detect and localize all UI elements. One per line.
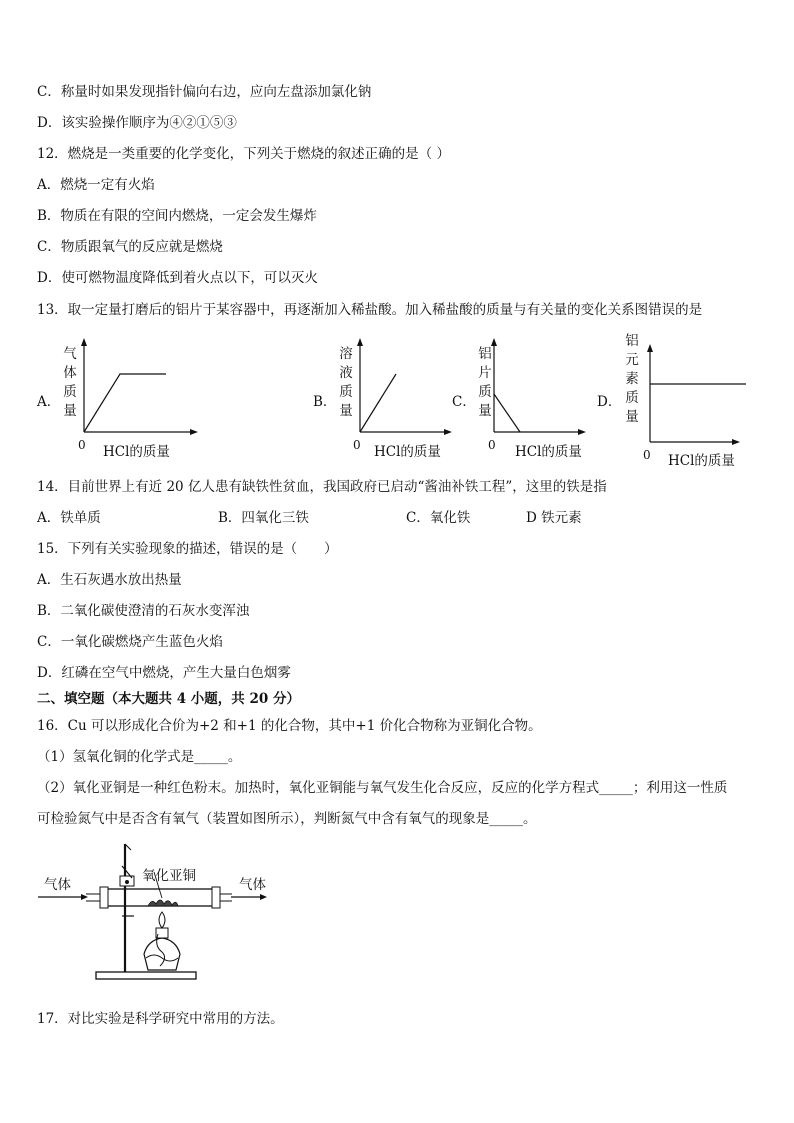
graph-d-y-arrow <box>647 344 653 352</box>
q16-stem: 16．Cu 可以形成化合价为+2 和+1 的化合物，其中+1 价化合物称为亚铜化合物。 <box>37 718 542 734</box>
q15-option-c: C．一氧化碳燃烧产生蓝色火焰 <box>37 634 223 650</box>
q12-option-b: B．物质在有限的空间内燃烧，一定会发生爆炸 <box>37 208 317 224</box>
q12-option-c: C．物质跟氧气的反应就是燃烧 <box>37 239 223 255</box>
q16-part-1: （1）氢氧化铜的化学式是_____。 <box>37 749 242 765</box>
graph-c-xlabel: HCl的质量 <box>515 444 582 460</box>
graph-a-ylabel: 气 体 质 量 <box>63 346 77 419</box>
q11-option-c: C．称量时如果发现指针偏向右边，应向左盘添加氯化钠 <box>37 84 372 100</box>
q14-option-b: B．四氧化三铁 <box>218 510 309 526</box>
graph-a-curve <box>84 374 166 432</box>
graph-d-ylabel: 铝 元 素 质 量 <box>625 333 639 425</box>
section-2-heading: 二、填空题（本大题共 4 小题，共 20 分） <box>37 691 300 707</box>
q14-options <box>37 509 757 527</box>
graph-d-origin: 0 <box>643 448 651 462</box>
graph-d-x-arrow <box>732 439 740 445</box>
graph-c-origin: 0 <box>488 438 496 452</box>
q14-stem: 14．目前世界上有近 20 亿人患有缺铁性贫血，我国政府已启动“酱油补铁工程”，这里的铁是指 <box>37 479 607 495</box>
q15-option-a: A．生石灰遇水放出热量 <box>37 572 182 588</box>
q14-option-a: A．铁单质 <box>37 510 101 526</box>
q16-part-2-line-1: （2）氧化亚铜是一种红色粉末。加热时，氧化亚铜能与氧气发生化合反应，反应的化学方程式_____；利用这一性质 <box>37 780 728 796</box>
graph-c-y-arrow <box>491 338 497 346</box>
q12-stem: 12．燃烧是一类重要的化学变化，下列关于燃烧的叙述正确的是（ ） <box>37 146 450 162</box>
q11-option-d: D．该实验操作顺序为④②①⑤③ <box>37 115 237 131</box>
graph-c-plot <box>480 336 590 436</box>
q17-stem: 17．对比实验是科学研究中常用的方法。 <box>37 1011 284 1027</box>
graph-a-y-arrow <box>81 338 87 346</box>
apparatus-gas-in-label: 气体 <box>44 877 71 893</box>
q12-option-d: D．使可燃物温度降低到着火点以下，可以灭火 <box>37 270 318 286</box>
graph-a-xlabel: HCl的质量 <box>103 444 170 460</box>
graph-a-origin: 0 <box>78 438 86 452</box>
graph-d-plot <box>636 342 746 446</box>
graph-b-x-arrow <box>444 429 452 435</box>
q15-option-d: D．红磷在空气中燃烧，产生大量白色烟雾 <box>37 665 291 681</box>
q12-option-a: A．燃烧一定有火焰 <box>37 177 155 193</box>
graph-c-ylabel: 铝 片 质 量 <box>478 346 492 419</box>
graph-b-option-label: B． <box>313 394 337 410</box>
q15-option-b: B．二氧化碳使澄清的石灰水变浑浊 <box>37 603 250 619</box>
apparatus-cu2o-label: 氧化亚铜 <box>142 868 196 884</box>
graph-a-option-label: A． <box>37 394 61 410</box>
graph-a-x-arrow <box>190 429 198 435</box>
stand-base <box>96 972 196 979</box>
graph-d-xlabel: HCl的质量 <box>668 453 735 469</box>
graph-a-plot <box>70 336 200 436</box>
graph-c-option-label: C． <box>452 394 476 410</box>
graph-c-curve <box>494 394 520 432</box>
flame <box>159 912 165 928</box>
graph-b-curve <box>360 374 396 432</box>
q15-stem: 15．下列有关实验现象的描述，错误的是（ ） <box>37 541 338 557</box>
graph-c-x-arrow <box>578 429 586 435</box>
graph-b-xlabel: HCl的质量 <box>374 444 441 460</box>
q16-part-2-line-2: 可检验氮气中是否含有氧气（装置如图所示），判断氮气中含有氧气的现象是_____。 <box>37 811 537 827</box>
graph-b-ylabel: 溶 液 质 量 <box>339 346 353 419</box>
q14-option-d: D 铁元素 <box>526 510 582 526</box>
graph-b-origin: 0 <box>353 438 361 452</box>
q14-option-c: C．氧化铁 <box>406 510 471 526</box>
graph-d-option-label: D． <box>597 394 622 410</box>
q13-stem: 13．取一定量打磨后的铝片于某容器中，再逐渐加入稀盐酸。加入稀盐酸的质量与有关量的变化关系图错误的是 <box>37 302 703 318</box>
apparatus-gas-out-label: 气体 <box>239 877 266 893</box>
graph-b-y-arrow <box>357 338 363 346</box>
graph-b-plot <box>346 336 456 436</box>
alcohol-lamp <box>144 938 180 970</box>
